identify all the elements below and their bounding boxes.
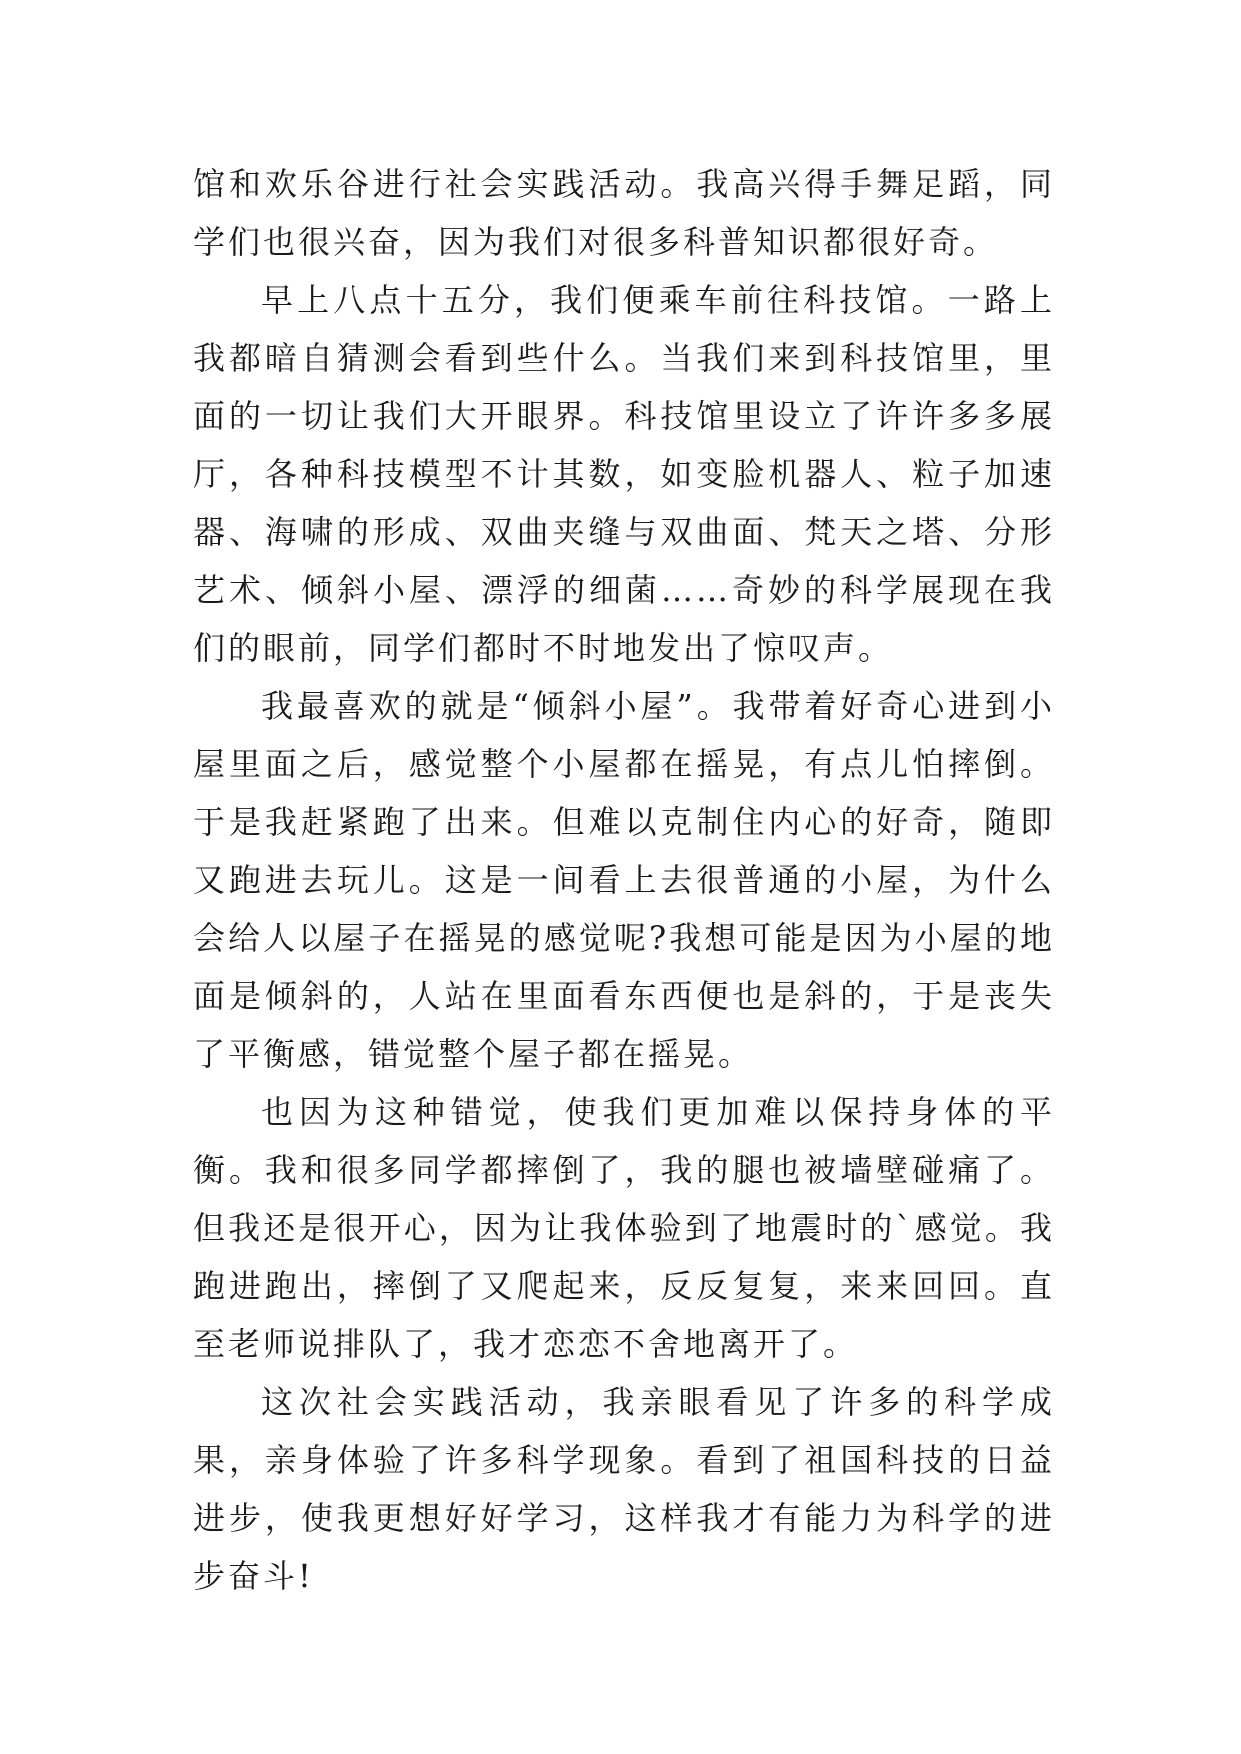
paragraph-1: 馆和欢乐谷进行社会实践活动。我高兴得手舞足蹈，同学们也很兴奋，因为我们对很多科普知识都很好奇。 [193,165,1055,261]
paragraph-3: 我最喜欢的就是“倾斜小屋”。我带着好奇心进到小屋里面之后，感觉整个小屋都在摇晃，有点儿怕摔倒。于是我赶紧跑了出来。但难以克制住内心的好奇，随即又跑进去玩儿。这是一间看上去很普通的小屋，为什么会给人以屋子在摇晃的感觉呢?我想可能是因为小屋的地面是倾斜的，人站在里面看东西便也是斜的，于是丧失了平衡感，错觉整个屋子都在摇晃。 [193,687,1055,1073]
paragraph-5: 这次社会实践活动，我亲眼看见了许多的科学成果，亲身体验了许多科学现象。看到了祖国科技的日益进步，使我更想好好学习，这样我才有能力为科学的进步奋斗! [193,1383,1055,1595]
paragraph-4: 也因为这种错觉，使我们更加难以保持身体的平衡。我和很多同学都摔倒了，我的腿也被墙壁碰痛了。但我还是很开心，因为让我体验到了地震时的`感觉。我跑进跑出，摔倒了又爬起来，反反复复，来来回回。直至老师说排队了，我才恋恋不舍地离开了。 [193,1093,1055,1363]
paragraph-2: 早上八点十五分，我们便乘车前往科技馆。一路上我都暗自猜测会看到些什么。当我们来到科技馆里，里面的一切让我们大开眼界。科技馆里设立了许许多多展厅，各种科技模型不计其数，如变脸机器人、粒子加速器、海啸的形成、双曲夹缝与双曲面、梵天之塔、分形艺术、倾斜小屋、漂浮的细菌……奇妙的科学展现在我们的眼前，同学们都时不时地发出了惊叹声。 [193,281,1055,667]
body-text [193,155,1055,1605]
